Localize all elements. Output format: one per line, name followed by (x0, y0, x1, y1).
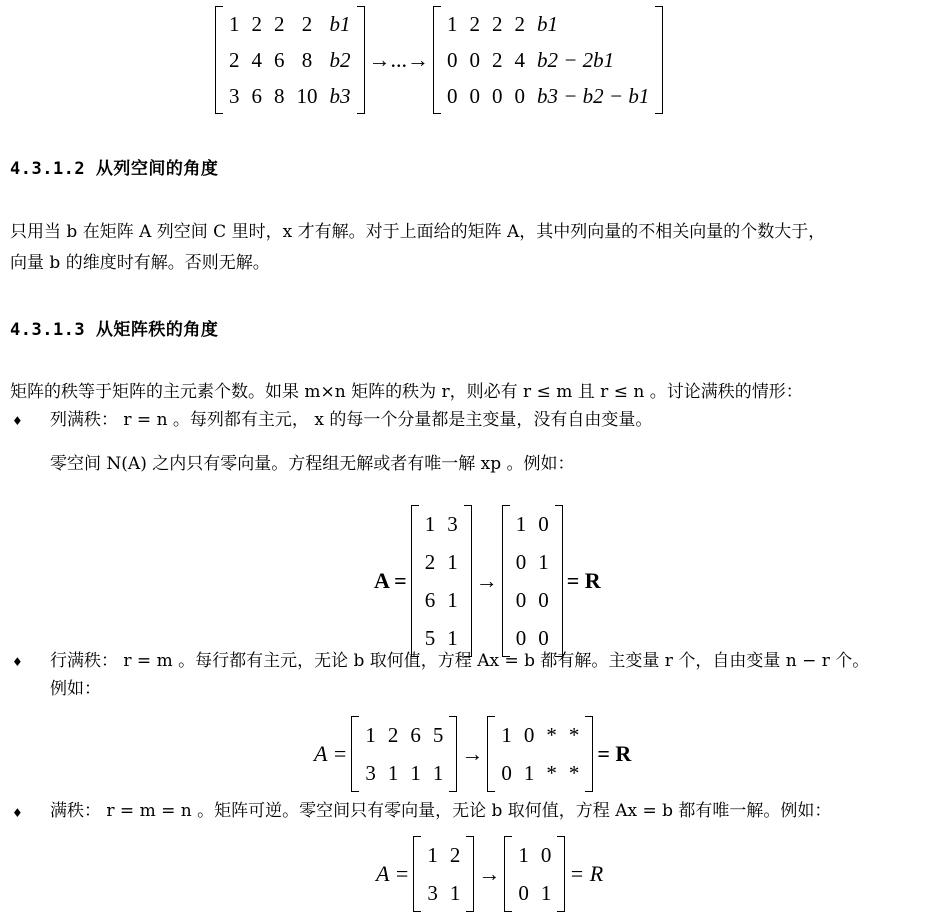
matrix-cell: 1 (229, 12, 240, 36)
full-rank-line1: 满秩： r = m = n 。矩阵可逆。零空间只有零向量，无论 b 取何值，方程 Ax = b 都有唯一解。例如： (50, 801, 832, 821)
col-full-rank-line2: 零空间 N(A) 之内只有零向量。方程组无解或者有唯一解 xp 。例如： (50, 454, 575, 474)
matrix-cell: * (568, 761, 580, 785)
matrix-cell: 2 (387, 723, 399, 747)
matrix-cell: 2 (449, 843, 461, 867)
bullet-icon: ♦ (12, 414, 23, 428)
matrix-cell: 1 (523, 761, 535, 785)
matrix-cell: 0 (501, 761, 512, 785)
matrix-cell: 10 (296, 84, 318, 108)
matrix-cell: 2 (492, 12, 503, 36)
matrix-cell: 0 (523, 723, 535, 747)
matrix-cell: 0 (538, 512, 549, 536)
arrow: → (478, 861, 501, 886)
lhs-A: A = (376, 861, 410, 886)
matrix-cell: 3 (229, 84, 240, 108)
matrix-cell: 0 (538, 588, 549, 612)
matrix-cell: 5 (432, 723, 444, 747)
matrix-cell: 0 (540, 843, 552, 867)
matrix-cell: 0 (518, 881, 529, 905)
matrix-cell: 1 (432, 761, 444, 785)
matrix-cell: 1 (424, 512, 436, 536)
matrix-cell: 1 (365, 723, 376, 747)
col-full-matrix-R (502, 505, 563, 657)
matrix-cell: b3 − b2 − b1 (537, 84, 650, 108)
col-full-rank-line1: 列满秩： r = n 。每列都有主元， x 的每一个分量都是主变量，没有自由变量。 (50, 410, 653, 430)
lhs-A: A = (314, 741, 348, 766)
matrix-cell: 0 (492, 84, 503, 108)
matrix-cell: 6 (251, 84, 262, 108)
matrix-cell: 0 (515, 588, 527, 612)
matrix-cell: 2 (424, 550, 436, 574)
matrix-cell: 1 (538, 550, 549, 574)
col-full-rank-example (370, 505, 605, 657)
transform-arrow: →...→ (368, 47, 429, 72)
matrix-cell: 0 (515, 626, 527, 650)
matrix-cell: 0 (515, 550, 527, 574)
row-full-rank-line2: 例如： (50, 679, 101, 699)
bullet-icon: ♦ (12, 655, 23, 669)
matrix-cell: 1 (410, 761, 421, 785)
matrix-cell: 6 (274, 48, 285, 72)
matrix-cell: 4 (514, 48, 525, 72)
matrix-cell: 3 (447, 512, 458, 536)
matrix-cell: 1 (518, 843, 529, 867)
matrix-cell: 5 (424, 626, 436, 650)
matrix-cell: 1 (447, 550, 458, 574)
matrix-cell: 3 (427, 881, 438, 905)
matrix-cell: 1 (449, 881, 461, 905)
row-full-rank-line1: 行满秩： r = m 。每行都有主元，无论 b 取何值，方程 Ax = b 都有解。主变量 r 个，自由变量 n − r 个。 (50, 651, 870, 671)
matrix-cell: 1 (501, 723, 512, 747)
col-full-matrix-A (411, 505, 472, 657)
matrix-cell: 4 (251, 48, 262, 72)
matrix-cell: 2 (492, 48, 503, 72)
matrix-cell: 2 (251, 12, 262, 36)
arrow: → (475, 568, 498, 593)
rhs-R: = R (566, 568, 601, 593)
matrix-cell: b1 (537, 12, 558, 36)
matrix-cell: 2 (301, 12, 313, 36)
matrix-cell: 1 (447, 588, 458, 612)
section-heading-rank: 4.3.1.3 从矩阵秩的角度 (10, 320, 219, 340)
matrix-cell: b2 (329, 48, 351, 72)
top-left-matrix (215, 6, 365, 114)
arrow: → (461, 741, 484, 766)
full-rank-example (372, 836, 607, 912)
matrix-cell: 0 (514, 84, 525, 108)
matrix-cell: 6 (424, 588, 436, 612)
row-full-rank-example (310, 716, 635, 792)
matrix-cell: * (546, 761, 557, 785)
matrix-cell: 2 (229, 48, 240, 72)
matrix-cell: 3 (365, 761, 376, 785)
matrix-cell: 0 (447, 48, 458, 72)
matrix-cell: 2 (274, 12, 285, 36)
matrix-cell: 6 (410, 723, 421, 747)
paragraph-column-space-line2: 向量 b 的维度时有解。否则无解。 (10, 253, 270, 273)
matrix-cell: * (546, 723, 557, 747)
rhs-R: = R (597, 741, 632, 766)
lhs-A: A = (374, 568, 407, 593)
matrix-cell: 0 (538, 626, 549, 650)
matrix-cell: 1 (387, 761, 399, 785)
matrix-cell: * (568, 723, 580, 747)
paragraph-rank-intro: 矩阵的秩等于矩阵的主元素个数。如果 m×n 矩阵的秩为 r，则必有 r ≤ m 且 r ≤ n 。讨论满秩的情形： (10, 382, 803, 402)
paragraph-column-space-line1: 只用当 b 在矩阵 A 列空间 C 里时，x 才有解。对于上面给的矩阵 A，其中列向量的不相关向量的个数大于， (10, 222, 826, 242)
full-matrix-R (504, 836, 565, 912)
top-right-matrix (433, 6, 663, 114)
matrix-cell: b2 − 2b1 (537, 48, 615, 72)
matrix-cell: 2 (469, 12, 480, 36)
matrix-cell: 8 (274, 84, 285, 108)
matrix-cell: 1 (540, 881, 552, 905)
matrix-cell: 2 (514, 12, 525, 36)
top-matrix-equation (215, 6, 663, 114)
matrix-cell: 1 (427, 843, 438, 867)
matrix-cell: 0 (447, 84, 458, 108)
matrix-cell: 1 (447, 12, 458, 36)
row-full-matrix-R (487, 716, 593, 792)
matrix-cell: 1 (515, 512, 527, 536)
bullet-icon: ♦ (12, 806, 23, 820)
matrix-cell: 8 (301, 48, 313, 72)
matrix-cell: 1 (447, 626, 458, 650)
section-heading-column-space: 4.3.1.2 从列空间的角度 (10, 159, 219, 179)
matrix-cell: b1 (329, 12, 351, 36)
rhs-R: = R (569, 861, 604, 886)
matrix-cell: b3 (329, 84, 351, 108)
matrix-cell: 0 (469, 84, 480, 108)
full-matrix-A (413, 836, 474, 912)
matrix-cell: 0 (469, 48, 480, 72)
row-full-matrix-A (351, 716, 457, 792)
